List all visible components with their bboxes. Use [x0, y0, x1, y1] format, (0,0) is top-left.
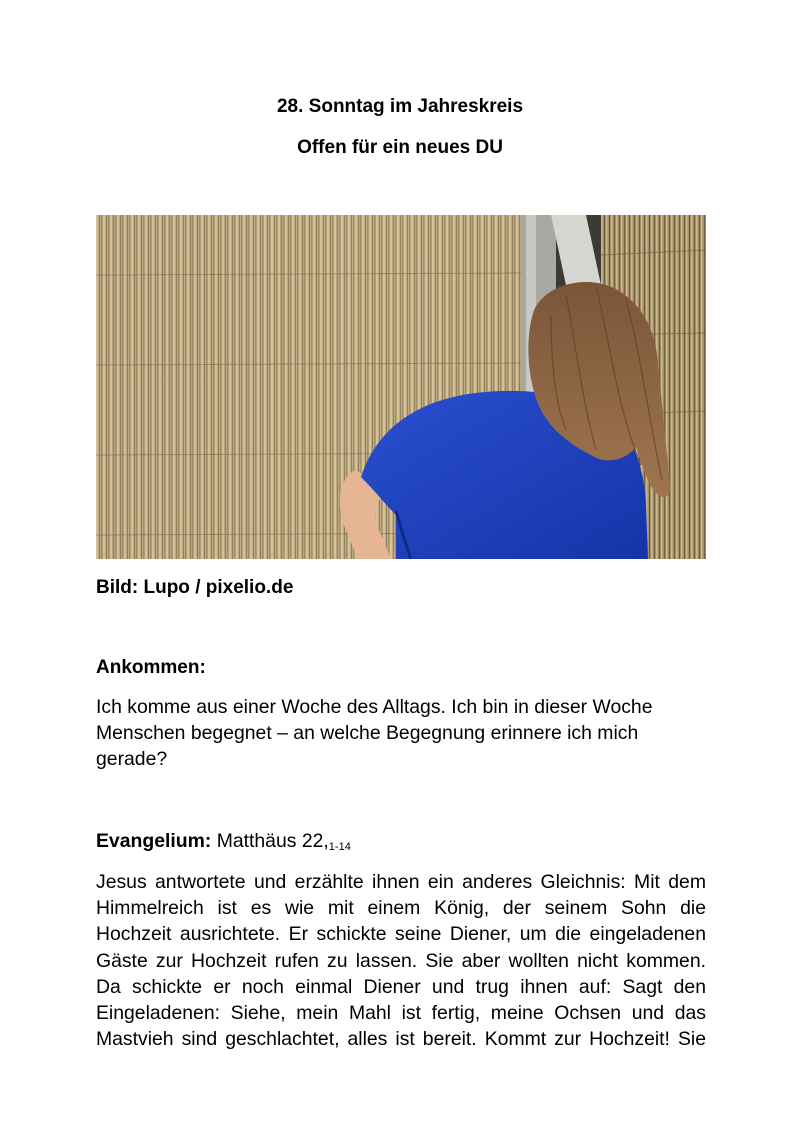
- ankommen-heading: Ankommen:: [96, 657, 206, 678]
- paragraph-line: Himmelreich ist es wie mit einem König, der seinem Sohn die: [96, 897, 706, 920]
- image-caption: Bild: Lupo / pixelio.de: [96, 577, 294, 598]
- page-title: 28. Sonntag im Jahreskreis: [276, 96, 524, 117]
- paragraph-line: gerade?: [96, 748, 168, 771]
- page-subtitle: Offen für ein neues DU: [297, 137, 503, 158]
- evangelium-heading: [96, 829, 351, 859]
- ankommen-paragraph: [96, 694, 696, 773]
- paragraph-line: Jesus antwortete und erzählte ihnen ein anderes Gleichnis: Mit dem: [96, 871, 706, 893]
- paragraph-line: Eingeladenen: Siehe, mein Mahl ist fertig, meine Ochsen und das: [96, 1002, 706, 1025]
- paragraph-line: Da schickte er noch einmal Diener und trug ihnen auf: Sagt den: [96, 975, 706, 998]
- evangelium-reference: Matthäus 22,: [216, 830, 329, 852]
- photo-girl-at-reed-fence: [96, 215, 706, 559]
- evangelium-verses: 1-14: [328, 841, 351, 853]
- paragraph-line: Menschen begegnet – an welche Begegnung erinnere ich mich: [96, 722, 639, 745]
- paragraph-line: Hochzeit ausrichtete. Er schickte seine Diener, um die eingeladenen: [96, 923, 706, 946]
- paragraph-line: Ich komme aus einer Woche des Alltags. Ich bin in dieser Woche: [96, 696, 653, 718]
- evangelium-label: Evangelium:: [96, 830, 212, 852]
- paragraph-line: Mastvieh sind geschlachtet, alles ist bereit. Kommt zur Hochzeit! Sie: [96, 1028, 706, 1051]
- paragraph-line: Gäste zur Hochzeit rufen zu lassen. Sie aber wollten nicht kommen.: [96, 949, 706, 972]
- evangelium-paragraph: [96, 869, 706, 1052]
